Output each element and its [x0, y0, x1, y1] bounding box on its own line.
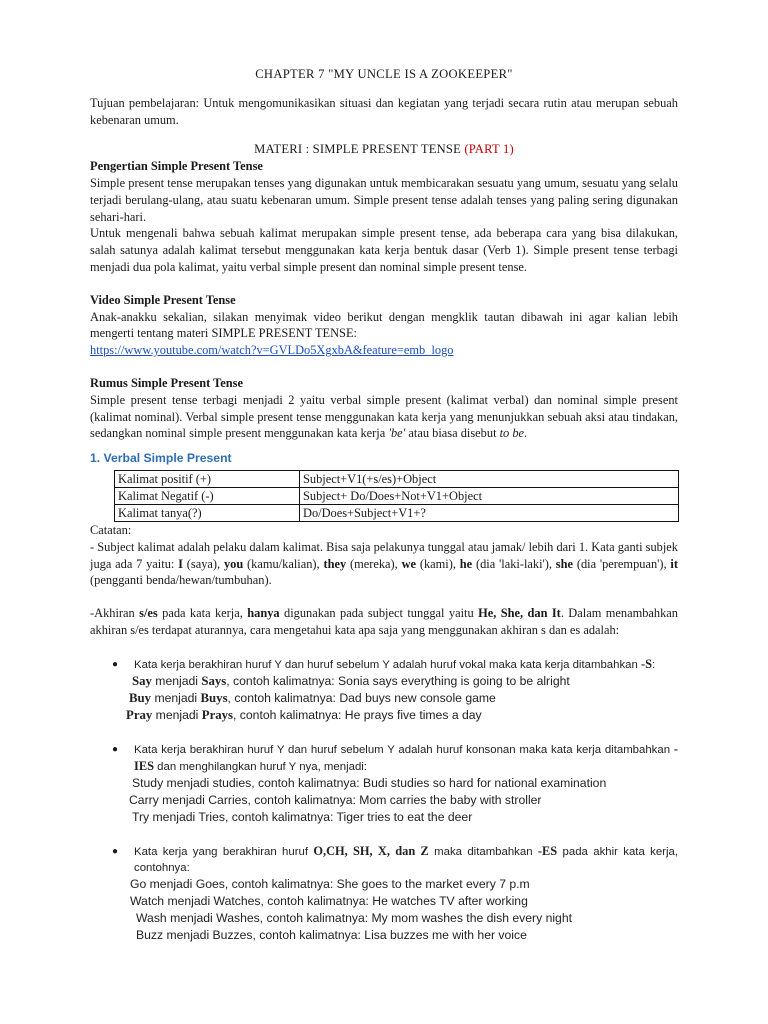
table-cell-label: Kalimat positif (+) — [115, 470, 300, 487]
table-row — [115, 504, 679, 521]
rumus-text-a: Simple present tense terbagi menjadi 2 yaitu verbal simple present (kalimat verbal) dan nominal simple present (kalimat nominal). Verbal simple present tense menggunakan kata kerja yang menunjukkan sebuah aksi atau tindakan, sedangkan nominal simple present menggunakan kata kerja — [90, 392, 678, 441]
rule-suffix: -IES — [134, 741, 678, 773]
akhiran-text-b: pada kata kerja, — [157, 606, 248, 621]
list-item: Try menjadi Tries, contoh kalimatnya: Tiger tries to eat the deer — [132, 809, 473, 824]
rule-suffix: -ES — [537, 843, 558, 858]
example-base: Buy — [129, 690, 152, 705]
list-item: Study menjadi studies, contoh kalimatnya: Budi studies so hard for national examination — [132, 775, 607, 790]
rule-text: Kata kerja yang berakhiran huruf — [134, 845, 314, 858]
rule-2-examples — [90, 775, 678, 826]
list-item: Wash menjadi Washes, contoh kalimatnya: My mom washes the dish every night — [136, 910, 572, 925]
pengertian-heading: Pengertian Simple Present Tense — [90, 159, 263, 174]
pengertian-paragraph-1: Simple present tense merupakan tenses yang digunakan untuk membicarakan sesuatu yang umum, sesuatu yang selalu terjadi berulang-ulang, atau suatu kebenaran umum. Simple present tense adalah tenses yang paling sering digunakan sehari-hari. — [90, 175, 678, 224]
table-cell-label: Kalimat Negatif (-) — [115, 487, 300, 504]
materi-part: (PART 1) — [464, 142, 514, 157]
list-item — [126, 707, 678, 724]
example-base: Say — [132, 673, 152, 688]
rumus-heading: Rumus Simple Present Tense — [90, 375, 243, 390]
rule-text: Kata kerja berakhiran huruf Y dan huruf sebelum Y adalah huruf konsonan maka kata kerja ditambahkan — [134, 743, 674, 756]
example-base: Pray — [126, 707, 153, 722]
akhiran-paragraph — [90, 605, 678, 639]
table-row — [115, 470, 679, 487]
pronoun-she: she — [555, 556, 574, 571]
example-mid: menjadi — [152, 707, 202, 722]
bullet-dot-icon: ● — [112, 658, 119, 670]
example-rest: , contoh kalimatnya: Dad buys new console game — [227, 690, 496, 705]
akhiran-text-c: digunakan pada subject tunggal yaitu — [279, 606, 479, 621]
akhiran-hanya: hanya — [247, 606, 280, 621]
rule-3 — [90, 843, 678, 876]
video-paragraph: Anak-anakku sekalian, silakan menyimak video berikut dengan mengklik tautan dibawah ini agar kalian lebih mengerti tentang materi SIMPLE PRESENT TENSE: — [90, 309, 678, 341]
table-cell-formula: Subject+V1(+s/es)+Object — [300, 470, 679, 487]
pengertian-paragraph-2: Untuk mengenali bahwa sebuah kalimat merupakan simple present tense, ada beberapa cara yang bisa dilakukan, salah satunya adalah kalimat tersebut menggunakan kata kerja bentuk dasar (Verb 1). Simple present tense terbagi menjadi dua pola kalimat, yaitu verbal simple present dan nominal simple present tense. — [90, 226, 678, 274]
pronoun-meaning: (dia 'perempuan'), — [573, 556, 671, 571]
catatan-label: Catatan: — [90, 522, 132, 537]
pronoun-i: I — [178, 556, 183, 571]
rumus-to-be: to be — [499, 426, 525, 441]
catatan-text: - Subject kalimat adalah pelaku dalam kalimat. Bisa saja pelakunya tunggal atau jamak/ lebih dari 1. Kata ganti subjek juga ada 7 yaitu: — [90, 539, 678, 571]
table-cell-label: Kalimat tanya(?) — [115, 504, 300, 521]
list-item: Go menjadi Goes, contoh kalimatnya: She goes to the market every 7 p.m — [130, 876, 530, 891]
pronoun-meaning: (kamu/kalian), — [243, 556, 324, 571]
akhiran-text-a: -Akhiran — [90, 606, 140, 621]
rule-text: maka ditambahkan — [428, 845, 538, 858]
example-rest: , contoh kalimatnya: Sonia says everything is going to be alright — [226, 673, 570, 688]
bullet-dot-icon: ● — [112, 845, 119, 857]
list-item: Carry menjadi Carries, contoh kalimatnya: Mom carries the baby with stroller — [129, 792, 542, 807]
rule-1-text — [134, 656, 678, 673]
pronoun-meaning: (dia 'laki-laki'), — [472, 556, 556, 571]
verbal-formula-table — [114, 470, 679, 522]
rumus-text-c: . — [524, 426, 528, 441]
rule-text: dan menghilangkan huruf Y nya, menjadi: — [153, 760, 367, 773]
akhiran-ses: s/es — [139, 606, 158, 621]
pronoun-you: you — [223, 556, 244, 571]
list-item: Buzz menjadi Buzzes, contoh kalimatnya: Lisa buzzes me with her voice — [136, 927, 527, 942]
video-heading: Video Simple Present Tense — [90, 292, 236, 307]
rumus-text-b: atau biasa disebut — [405, 426, 500, 441]
pronoun-meaning: (pengganti benda/hewan/tumbuhan). — [90, 573, 272, 588]
table-cell-formula: Do/Does+Subject+V1+? — [300, 504, 679, 521]
rumus-paragraph — [90, 392, 678, 442]
rule-3-text — [134, 843, 678, 876]
rule-2 — [90, 741, 678, 775]
rule-text: Kata kerja berakhiran huruf Y dan huruf sebelum Y adalah huruf vokal maka kata kerja ditambahkan — [134, 658, 641, 671]
list-item — [132, 673, 678, 690]
example-mid: menjadi — [151, 690, 201, 705]
rule-suffix: -S — [641, 656, 653, 671]
akhiran-text-d: . Dalam menambahkan akhiran s/es terdapat aturannya, cara mengetahui kata apa saja yang menggunakan akhiran s dan es adalah: — [90, 606, 678, 637]
document-page — [90, 66, 678, 944]
example-rest: , contoh kalimatnya: He prays five times a day — [233, 707, 482, 722]
rule-1-examples — [90, 673, 678, 724]
rule-2-text — [134, 741, 678, 775]
pronoun-meaning: (mereka), — [346, 556, 402, 571]
rule-text: pada akhir kata kerja, contohnya: — [134, 845, 678, 874]
table-row — [115, 487, 679, 504]
rule-letters: O,CH, SH, X, dan Z — [313, 843, 429, 858]
catatan-paragraph — [90, 539, 678, 589]
bullet-dot-icon: ● — [112, 743, 119, 755]
materi-main: MATERI : SIMPLE PRESENT TENSE — [254, 142, 465, 157]
example-form: Prays — [201, 707, 234, 722]
example-form: Says — [201, 673, 227, 688]
youtube-link[interactable]: https://www.youtube.com/watch?v=GVLDo5XgxbA&feature=emb_logo — [90, 343, 454, 358]
list-item — [129, 690, 678, 707]
rule-3-examples — [90, 876, 678, 944]
akhiran-subjects: He, She, dan It — [478, 606, 561, 621]
verbal-heading: 1. Verbal Simple Present — [90, 451, 232, 466]
pronoun-it: it — [670, 556, 678, 571]
pronoun-meaning: (saya), — [182, 556, 224, 571]
pronoun-meaning: (kami), — [416, 556, 460, 571]
example-mid: menjadi — [151, 673, 202, 688]
example-form: Buys — [200, 690, 228, 705]
chapter-title: CHAPTER 7 "MY UNCLE IS A ZOOKEEPER" — [255, 67, 513, 81]
rumus-be: 'be' — [388, 426, 406, 441]
pronoun-we: we — [401, 556, 417, 571]
rule-text: : — [652, 658, 656, 671]
table-cell-formula: Subject+ Do/Does+Not+V1+Object — [300, 487, 679, 504]
rule-1 — [90, 656, 678, 673]
list-item: Watch menjadi Watches, contoh kalimatnya: He watches TV after working — [130, 893, 528, 908]
materi-heading — [90, 141, 678, 158]
learning-objective: Tujuan pembelajaran: Untuk mengomunikasikan situasi dan kegiatan yang terjadi secara rutin atau merupan sebuah kebenaran umum. — [90, 95, 678, 127]
pronoun-they: they — [323, 556, 347, 571]
pronoun-he: he — [459, 556, 473, 571]
